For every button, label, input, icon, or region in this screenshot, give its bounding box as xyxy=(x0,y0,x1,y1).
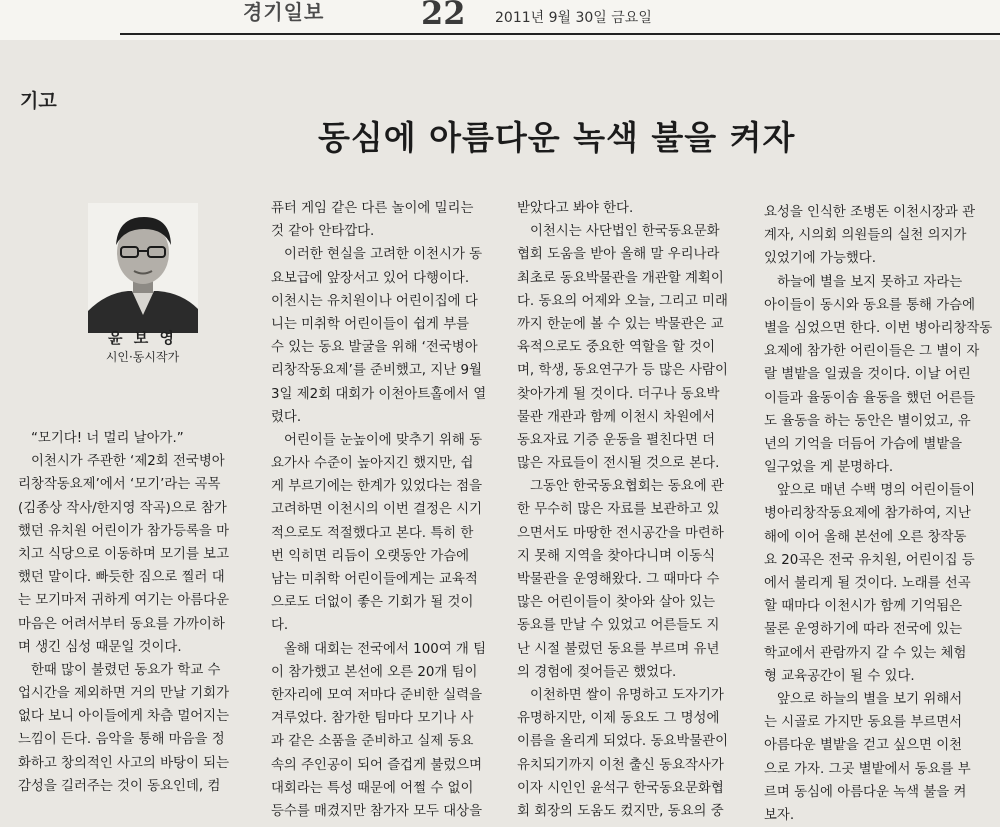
article-text-line: 는 모기마저 귀하게 여기는 아름다운 xyxy=(18,593,230,609)
article-text-line: 별을 심었으면 한다. 이번 병아리창작동 xyxy=(764,320,993,336)
article-headline: 동심에 아름다운 녹색 불을 켜자 xyxy=(318,118,796,157)
article-text-line: 니는 미취학 어린이들이 쉽게 부를 xyxy=(271,316,470,332)
article-text-line: 계자, 시의회 의원들의 실천 의지가 xyxy=(764,228,967,244)
article-text-line: 있었기에 가능했다. xyxy=(764,251,876,267)
article-text-line: 할 때마다 이천시가 함께 기억됨은 xyxy=(764,599,963,615)
article-text-line: 한때 많이 불렸던 동요가 학교 수 xyxy=(31,662,221,678)
article-text-line: 속의 주인공이 되어 즐겁게 불렀으며 xyxy=(271,757,483,773)
article-text-line: 것 같아 안타깝다. xyxy=(271,224,375,240)
article-text-line: 화하고 창의적인 사고의 바탕이 되는 xyxy=(18,755,230,771)
article-text-line: 적으로도 적절했다고 본다. 특히 한 xyxy=(271,525,474,541)
article-text-line: 협회 도움을 받아 올해 말 우리나라 xyxy=(517,247,720,263)
article-text-line: 했던 말이다. 빠듯한 짐으로 찔러 대 xyxy=(18,570,225,586)
article-text-line: 는 시골로 가지만 동요를 부르면서 xyxy=(764,715,963,731)
article-text-line: 병아리창작동요제에 참가하여, 지난 xyxy=(764,506,971,522)
article-text-line: 이름을 올리게 되었다. 동요박물관이 xyxy=(517,734,729,750)
article-text-line: 유치되기까지 이천 출신 동요작사가 xyxy=(517,757,724,773)
article-text-line: 마음은 어려서부터 동요를 가까이하 xyxy=(18,616,225,632)
article-text-line: 수 있는 동요 발굴을 위해 ‘전국병아 xyxy=(271,340,478,356)
article-text-line: 과 같은 소품을 준비하고 실제 동요 xyxy=(271,734,474,750)
article-text-line: 아이들이 동시와 동요를 통해 가슴에 xyxy=(764,297,976,313)
article-text-line: 이천시는 사단법인 한국동요문화 xyxy=(530,224,720,240)
article-text-line: 남는 미취학 어린이들에게는 교육적 xyxy=(271,572,478,587)
article-text-line: 느낌이 든다. 음악을 통해 마음을 정 xyxy=(18,732,225,748)
article-text-line: “모기다! 너 멀리 날아가.” xyxy=(31,431,184,446)
article-text-line: 에서 불리게 될 것이다. 노래를 선곡 xyxy=(764,576,971,591)
article-text-line: 랄 별밭을 일궜을 것이다. 이날 어린 xyxy=(764,367,971,383)
article-text-line: 최초로 동요박물관을 개관할 계획이 xyxy=(517,270,724,286)
article-text-line: 리창작동요제’를 준비했고, 지난 9월 xyxy=(271,363,482,379)
article-text-line: 요제에 참가한 어린이들은 그 별이 자 xyxy=(764,344,980,360)
article-text-line: 많은 어린이들이 찾아와 살아 있는 xyxy=(517,595,716,611)
author-portrait-image xyxy=(88,203,198,333)
article-text-line: 년의 기억을 더듬어 가슴에 별밭을 xyxy=(764,436,963,452)
article-text-line: 보자. xyxy=(764,807,795,823)
article-text-line: 의 경험에 젖어들곤 했었다. xyxy=(517,664,677,680)
article-text-line: 으로도 더없이 좋은 기회가 될 것이 xyxy=(271,595,474,611)
article-text-line: 등수를 매겼지만 참가자 모두 대상을 xyxy=(271,803,483,819)
article-text-line: 이 참가했고 본선에 오른 20개 팀이 xyxy=(271,664,478,680)
publication-date: 2011년 9월 30일 금요일 xyxy=(495,10,652,26)
article-text-line: 한 무수히 많은 자료를 보관하고 있 xyxy=(517,502,720,518)
article-text-line: 한자리에 모여 저마다 준비한 실력을 xyxy=(271,687,483,703)
article-text-line: 없다 보니 아이들에게 차츰 멀어지는 xyxy=(18,709,230,725)
article-text-line: 받았다고 봐야 한다. xyxy=(517,201,634,216)
newspaper-masthead: 경기일보 xyxy=(243,0,325,24)
article-text-line: 고려하면 이천시의 이번 결정은 시기 xyxy=(271,502,483,518)
article-text-line: 앞으로 매년 수백 명의 어린이들이 xyxy=(777,483,976,499)
article-text-line: 했던 유치원 어린이가 참가등록을 마 xyxy=(18,523,230,539)
page-number: 22 xyxy=(421,0,466,32)
article-text-line: 물관 개관과 함께 이천시 차원에서 xyxy=(517,409,716,425)
article-text-line: 형 교육공간이 될 수 있다. xyxy=(764,668,915,684)
article-text-line: 요보급에 앞장서고 있어 다행이다. xyxy=(271,270,470,286)
article-text-line: 앞으로 하늘의 별을 보기 위해서 xyxy=(777,691,963,707)
article-text-line: 하늘에 별을 보지 못하고 자라는 xyxy=(777,274,963,290)
article-text-line: (김종상 작사/한지영 작곡)으로 참가 xyxy=(18,500,227,516)
article-text-line: 며, 학생, 동요연구가 등 많은 사람이 xyxy=(517,363,728,379)
article-text-line: 그동안 한국동요협회는 동요에 관 xyxy=(530,479,724,495)
article-text-line: 요성을 인식한 조병돈 이천시장과 관 xyxy=(764,205,976,220)
article-text-line: 일구었을 게 분명하다. xyxy=(764,460,894,476)
author-title: 시인·동시작가 xyxy=(105,350,180,364)
article-text-line: 며 생긴 심성 때문일 것이다. xyxy=(18,639,182,655)
article-column-2 xyxy=(271,197,486,823)
article-text-line: 요가사 수준이 높아지긴 했지만, 쉽 xyxy=(271,456,474,472)
article-text-line: 요 20곡은 전국 유치원, 어린이집 등 xyxy=(764,552,975,568)
article-text-line: 번 익히면 리듬이 오랫동안 가슴에 xyxy=(271,548,470,564)
article-text-line: 퓨터 게임 같은 다른 놀이에 밀리는 xyxy=(271,201,474,216)
article-text-line: 으로 가자. 그곳 별밭에서 동요를 부 xyxy=(764,761,971,777)
article-text-line: 박물관을 운영해왔다. 그 때마다 수 xyxy=(517,572,720,587)
article-text-line: 동요자료 기증 운동을 펼친다면 더 xyxy=(517,432,716,448)
article-text-line: 아름다운 별밭을 걷고 싶으면 이천 xyxy=(764,738,963,754)
article-text-line: 업시간을 제외하면 거의 만날 기회가 xyxy=(18,686,230,702)
article-text-line: 리창작동요제’에서 ‘모기’라는 곡목 xyxy=(18,477,221,493)
article-text-line: 어린이들 눈높이에 맞추기 위해 동 xyxy=(284,432,483,448)
article-text-line: 다. 동요의 어제와 오늘, 그리고 미래 xyxy=(517,293,728,309)
article-column-3 xyxy=(517,197,728,823)
article-text-line: 도 율동을 하는 동안은 별이었고, 유 xyxy=(764,413,971,429)
section-label: 기고 xyxy=(20,90,57,112)
article-text-line: 치고 식당으로 이동하며 모기를 보고 xyxy=(18,546,230,562)
article-text-line: 이천하면 쌀이 유명하고 도자기가 xyxy=(530,687,724,703)
article-text-line: 대회라는 특성 때문에 어쩔 수 없이 xyxy=(271,780,474,796)
article-text-line: 이자 시인인 윤석구 한국동요문화협 xyxy=(517,780,724,796)
article-text-line: 지 못해 지역을 찾아다니며 이동식 xyxy=(517,548,716,564)
author-photo xyxy=(88,203,198,333)
article-text-line: 회 회장의 도움도 컸지만, 동요의 중 xyxy=(517,803,724,819)
article-text-line: 많은 자료들이 전시될 것으로 본다. xyxy=(517,456,720,472)
article-text-line: 까지 한눈에 볼 수 있는 박물관은 교 xyxy=(517,316,724,332)
article-text-line: 물론 운영하기에 따라 전국에 있는 xyxy=(764,622,963,638)
header-rule xyxy=(120,33,1000,35)
article-column-1 xyxy=(18,427,229,798)
article-text-line: 다. xyxy=(271,618,289,634)
article-text-line: 겨루었다. 참가한 팀마다 모기나 사 xyxy=(271,711,474,727)
article-text-line: 렸다. xyxy=(271,409,302,425)
article-text-line: 이러한 현실을 고려한 이천시가 동 xyxy=(284,247,483,263)
article-text-line: 이들과 율동이솜 율동을 했던 어른들 xyxy=(764,390,976,406)
page-header xyxy=(0,0,1000,40)
article-text-line: 르며 동심에 아름다운 녹색 불을 켜 xyxy=(764,784,967,800)
article-text-line: 이천시가 주관한 ‘제2회 전국병아 xyxy=(31,454,225,470)
article-text-line: 으면서도 마땅한 전시공간을 마련하 xyxy=(517,525,724,541)
article-text-line: 학교에서 관람까지 갈 수 있는 체험 xyxy=(764,645,967,661)
article-column-4 xyxy=(764,201,992,827)
article-text-line: 유명하지만, 이제 동요도 그 명성에 xyxy=(517,711,720,727)
article-text-line: 이천시는 유치원이나 어린이집에 다 xyxy=(271,293,478,309)
article-text-line: 난 시절 불렀던 동요를 부르며 유년 xyxy=(517,641,720,657)
article-text-line: 3일 제2회 대회가 이천아트홀에서 열 xyxy=(271,386,487,402)
article-text-line: 올해 대회는 전국에서 100여 개 팀 xyxy=(284,641,487,657)
author-name: 윤 보 영 xyxy=(108,329,177,347)
article-text-line: 감성을 길러주는 것이 동요인데, 컴 xyxy=(18,778,221,794)
article-text-line: 찾아가게 될 것이다. 더구나 동요박 xyxy=(517,386,720,402)
article-text-line: 게 부르기에는 한계가 있었다는 점을 xyxy=(271,479,483,495)
article-text-line: 해에 이어 올해 본선에 오른 창작동 xyxy=(764,529,967,545)
article-text-line: 동요를 만날 수 있었고 어른들도 지 xyxy=(517,618,720,634)
article-text-line: 육적으로도 중요한 역할을 할 것이 xyxy=(517,340,716,356)
